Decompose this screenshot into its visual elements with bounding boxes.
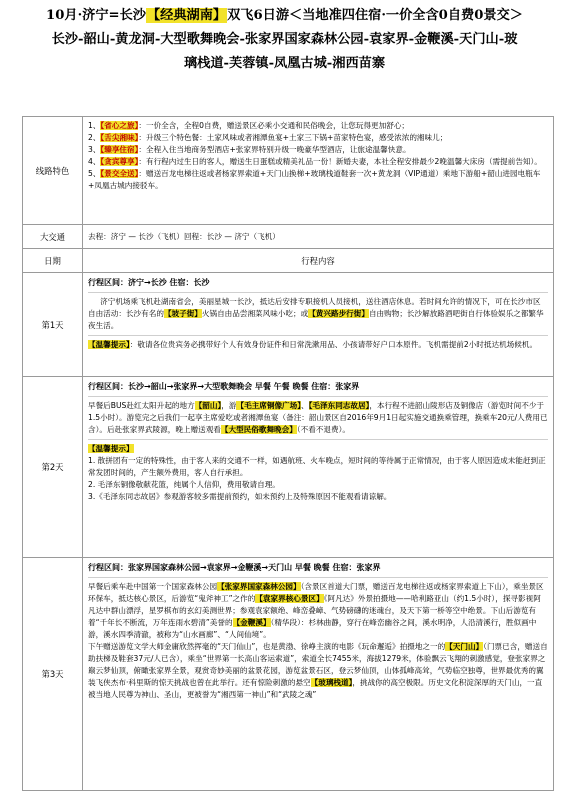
- day-tip: 【温馨提示】：敬请各位贵宾务必携带好个人有效身份证件和日常洗漱用品、小孩请带好户口本原件。飞机需提前2小时抵达机场候机。: [88, 340, 538, 349]
- feature-tag: 【舌尖湘味】: [100, 133, 139, 142]
- transport-row: [23, 225, 554, 249]
- divider: [88, 439, 548, 440]
- day-label: 第2天: [23, 377, 83, 558]
- attraction-highlight: 【毛泽东同志故居】: [308, 401, 370, 410]
- divider: [88, 577, 548, 578]
- day-content: [83, 273, 554, 377]
- page-title: [0, 4, 569, 76]
- day-row-1: [23, 273, 554, 377]
- attraction-highlight: 【张家界国家森林公园】: [217, 582, 301, 591]
- feature-tag: 【贪宾尊享】: [100, 157, 139, 166]
- day-label: 第1天: [23, 273, 83, 377]
- tip-label: 【温馨提示】: [88, 340, 130, 349]
- feature-item: 5、【景交全送】：赠送百龙电梯往返或者杨家界索道+天门山换梯+玻璃栈道鞋套一次+黄龙洞（VIP通道）乘地下游船+韶山进园电瓶车+凤凰古城内接驳车。: [88, 169, 541, 190]
- day-description: 早餐后BUS赴红太阳升起的地方【韶山】，游【毛主席铜像广场】、【毛泽东同志故居】，本行程不进韶山陵形店及铜像店（游览时间不少于1.5小时）。游览完之后我们一起享主席爱吃或者湘潭鱼宴（备注：韶山景区自2016年9月1日起实施交通换乘管理，换乘车20元/人费用已含）。后赴张家界武陵源，晚上赠送观看【大型民俗歌舞晚会】（不看不退费）。: [88, 401, 548, 434]
- features-label: 线路特色: [23, 117, 83, 225]
- tip-item: 3.《毛泽东同志故居》参观游客较多需提前预约，如未预约上及特殊原因不能观看请谅解。: [88, 492, 392, 501]
- transport-text: 去程：济宁 — 长沙（飞机）回程：长沙 — 济宁（飞机）: [83, 225, 554, 249]
- title-date-route: 10月·济宁=长沙: [46, 8, 146, 23]
- divider: [88, 396, 548, 397]
- attraction-highlight: 【袁家界核心景区】: [255, 594, 324, 603]
- feature-item: 2、【舌尖湘味】：升级三个特色餐：土家风味或者湘潭鱼宴+土家三下锅+苗家特色宴，感受浓浓的湘味儿；: [88, 133, 448, 142]
- header-row: [23, 249, 554, 273]
- day-content: [83, 558, 554, 791]
- header-date: 日期: [23, 249, 83, 273]
- day-label: 第3天: [23, 558, 83, 791]
- attraction-highlight: 【黄兴路步行街】: [308, 309, 369, 318]
- title-highlight: 【经典湖南】: [146, 8, 227, 23]
- attraction-highlight: 【大型民俗歌舞晚会】: [220, 425, 297, 434]
- attraction-highlight: 【玻璃栈道】: [310, 678, 353, 687]
- day-route: 行程区间：长沙→韶山→张家界→大型歌舞晚会 早餐 午餐 晚餐 住宿：张家界: [88, 382, 360, 391]
- day-route: 行程区间：济宁→长沙 住宿：长沙: [88, 278, 210, 287]
- features-list: [83, 117, 554, 225]
- title-line-1: [0, 4, 569, 28]
- title-line-2: 长沙-韶山-黄龙洞-大型歌舞晚会-张家界国家森林公园-袁家界-金鞭溪-天门山-玻: [51, 32, 518, 47]
- feature-item: 3、【臻享住宿】：全程入住当地商务型酒店+张家界特别升级一晚豪华型酒店，让旅途温馨快意。: [88, 145, 411, 154]
- attraction-highlight: 【毛主席铜像广场】: [236, 401, 302, 410]
- itinerary-table: [22, 116, 554, 791]
- day-route: 行程区间：张家界国家森林公园→袁家界→金鞭溪→天门山 早餐 晚餐 住宿：张家界: [88, 563, 381, 572]
- features-row: [23, 117, 554, 225]
- header-content: 行程内容: [83, 249, 554, 273]
- attraction-highlight: 【金鞭溪】: [232, 618, 271, 627]
- feature-tag: 【省心之旅】: [100, 121, 139, 130]
- day-row-3: [23, 558, 554, 791]
- attraction-highlight: 【坡子街】: [163, 309, 202, 318]
- day-description: 下午赠送游览文学大师金庸欣然挥毫的“天门仙山”，也是黄渤、徐峥主演的电影《玩命邂逅》拍摄地之一的【天门山】（门票已含，赠送自助扶梯及鞋套37元/人已含），乘坐“世界第一长高山客运索道”，索道全长7455米，海拔1279米，体验飘云飞翔的刺激感觉，登张家界之巅云梦仙顶，俯瞰张家界全景，观赏奇妙美丽的盆景花园，游览盆景石区，登云梦仙顶，山体孤峰高耸，气势临空独尊，世界最优秀的翼装飞侠杰布·科里斯的惊天挑战也曾在此举行。还有惊险刺激的悬空【玻璃栈道】，挑战你的高空极限。历史文化积淀深厚的天门山，一直被当地人民尊为神山、圣山，更被誉为“湘西第一神山”和“武陵之魂”: [88, 642, 548, 699]
- day-description: 济宁机场乘飞机赴湖南省会，美丽星城一长沙，抵达后安排专职接机人员接机，送往酒店休息。若时间允许的情况下，可在长沙市区自由活动：长沙有名的【坡子街】火锅自由品尝湘菜风味小吃；或【黄兴路步行街】自由购物；长沙解放路酒吧街自行体验娱乐之都繁华夜生活。: [88, 297, 544, 330]
- divider: [88, 292, 548, 293]
- transport-label: 大交通: [23, 225, 83, 249]
- feature-item: 4、【贪宾尊享】：有行程内过生日的客人，赠送生日蛋糕或精美礼品一份！新婚夫妻，本社全程安排最少2晚温馨大床房（需提前告知）。: [88, 157, 542, 166]
- attraction-highlight: 【天门山】: [445, 642, 484, 651]
- day-row-2: [23, 377, 554, 558]
- divider: [88, 335, 548, 336]
- tip-item: 1. 散拼团有一定的特殊性，由于客人来的交通不一样，如遇航班、火车晚点，短时间的等待属于正常情况，由于客人原因造成未能赶到正常发团时间的，产生额外费用，客人自行承担。: [88, 456, 546, 477]
- feature-tag: 【臻享住宿】: [100, 145, 139, 154]
- day-description: 早餐后乘车赴中国第一个国家森林公园【张家界国家森林公园】（含景区首道大门票，赠送百龙电梯往返或杨家界索道上下山），乘坐景区环保车，抵达核心景区，后游览“鬼斧神工”之作的【袁家界核心景区】《阿凡达》外景拍摄地——哈利路亚山（约1.5小时），探寻影视阿凡达中群山漂浮，星罗棋布的玄幻美测世界；参观袁家额绝、峰峦叠嶂、气势磅礴的迷魂台，及天下第一桥等空中绝景。下山后游览有着“千年长不断流，万年连雨水碧清”美誉的【金鞭溪】（精华段）：杉林曲静，穿行在峰峦幽谷之间，溪水明净，人沿清溪行，胜似画中游，溪水四季清澈，被称为“山水画廊”、“人间仙境”。: [88, 582, 544, 639]
- tip-item: 2. 毛泽东铜像敬献花篮，纯属个人信仰，费用敬请自理。: [88, 480, 280, 489]
- title-package: 双飞6日游＜当地准四住宿·一价全含0自费0景交＞: [227, 8, 523, 23]
- feature-item: 1、【省心之旅】：一价全含，全程0自费，赠送景区必乘小交通和民俗晚会，让您玩得更加舒心；: [88, 121, 410, 130]
- attraction-highlight: 【韶山】: [194, 401, 222, 410]
- day-content: [83, 377, 554, 558]
- tip-label: 【温馨提示】: [88, 444, 134, 453]
- feature-tag: 【景交全送】: [100, 169, 139, 178]
- title-line-3: 璃栈道-芙蓉镇-凤凰古城-湘西苗寨: [183, 56, 386, 71]
